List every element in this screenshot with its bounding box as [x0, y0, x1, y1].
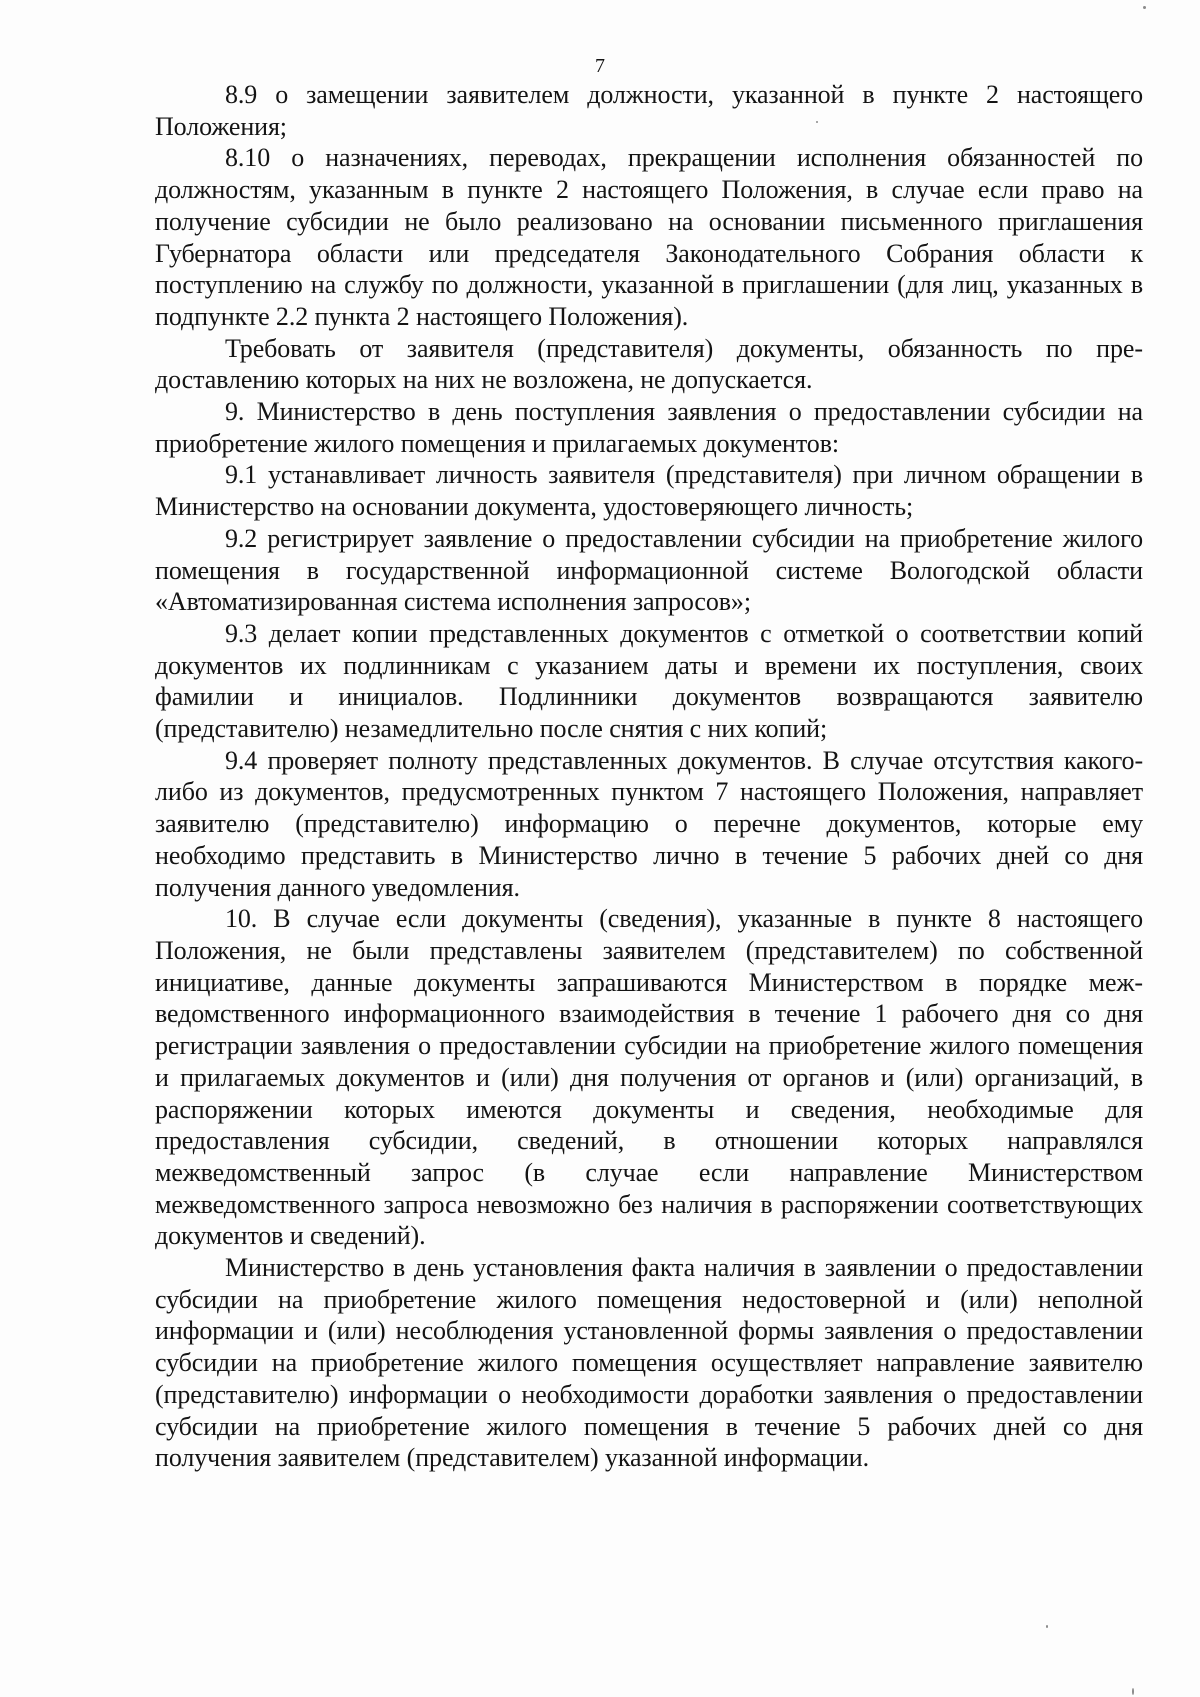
paragraph-9: 9. Министерство в день поступления заявления о предоставлении субсидии на приобретение жилого помещения и прилагаемых документов:	[155, 397, 1143, 458]
paragraph-documents-not-required: Требовать от заявителя (представителя) документы, обязанность по предоставлению которых на них не возложена, не допускается.	[155, 333, 1143, 395]
paragraph-10: 10. В случае если документы (сведения), указанные в пункте 8 настоящего Положения, не были представлены заявителем (представителем) по собственной инициативе, данные документы запрашиваются Министерством в порядке межведомственного информационного взаимодействия в течение 1 рабочего дня со дня регистрации заявления о предоставлении субсидии на приобретение жилого помещения и прилагаемых документов и (или) дня получения от органов и (или) организаций, в распоряжении которых имеются документы и сведения, необходимые для предоставления субсидии, сведений, в отношении которых направлялся межведомственный запрос (в случае если направление Министерством межведомственного запроса невозможно без наличия в распоряжении соответствующих документов и сведений).	[155, 904, 1143, 1251]
paragraph-9-2: 9.2 регистрирует заявление о предоставлении субсидии на приобретение жилого помещения в государственной информационной системе Вологодской области «Автоматизированная система исполнения запросов»;	[155, 523, 1143, 617]
document-body	[155, 79, 1143, 1474]
page-number: 7	[595, 55, 605, 77]
paragraph-9-1: 9.1 устанавливает личность заявителя (представителя) при личном обращении в Министерство на основании документа, удостоверяющего личность;	[155, 460, 1143, 522]
scan-speck	[1143, 6, 1146, 9]
paragraph-8-10: 8.10 о назначениях, переводах, прекращении исполнения обязанностей по должностям, указанным в пункте 2 настоящего Положения, в случае если право на получение субсидии не было реализовано на основании письменного приглашения Губернатора области или председателя Законодательного Собрания области к поступлению на службу по должности, указанной в приглашении (для лиц, указанных в подпункте 2.2 пункта 2 настоящего Положения).	[155, 143, 1143, 331]
scan-speck	[1132, 1688, 1134, 1695]
paragraph-8-9: 8.9 о замещении заявителем должности, указанной в пункте 2 настоящего Положения;	[155, 80, 1143, 141]
scan-speck	[1046, 1625, 1048, 1628]
paragraph-ministry-info-defects: Министерство в день установления факта наличия в заявлении о предоставлении субсидии на приобретение жилого помещения недостоверной и (или) неполной информации и (или) несоблюдения установленной формы заявления о предоставлении субсидии на приобретение жилого помещения осуществляет направление заявителю (представителю) информации о необходимости доработки заявления о предоставлении субсидии на приобретение жилого помещения в течение 5 рабочих дней со дня получения заявителем (представителем) указанной информации.	[155, 1253, 1143, 1473]
scan-speck	[816, 121, 818, 123]
paragraph-9-3: 9.3 делает копии представленных документов с отметкой о соответствии копий документов их подлинникам с указанием даты и времени их поступления, своих фамилии и инициалов. Подлинники документов возвращаются заявителю (представителю) незамедлительно после снятия с них копий;	[155, 618, 1143, 744]
paragraph-9-4: 9.4 проверяет полноту представленных документов. В случае отсутствия какого-либо из документов, предусмотренных пунктом 7 настоящего Положения, направляет заявителю (представителю) информацию о перечне документов, которые ему необходимо представить в Министерство лично в течение 5 рабочих дней со дня получения данного уведомления.	[155, 745, 1143, 902]
